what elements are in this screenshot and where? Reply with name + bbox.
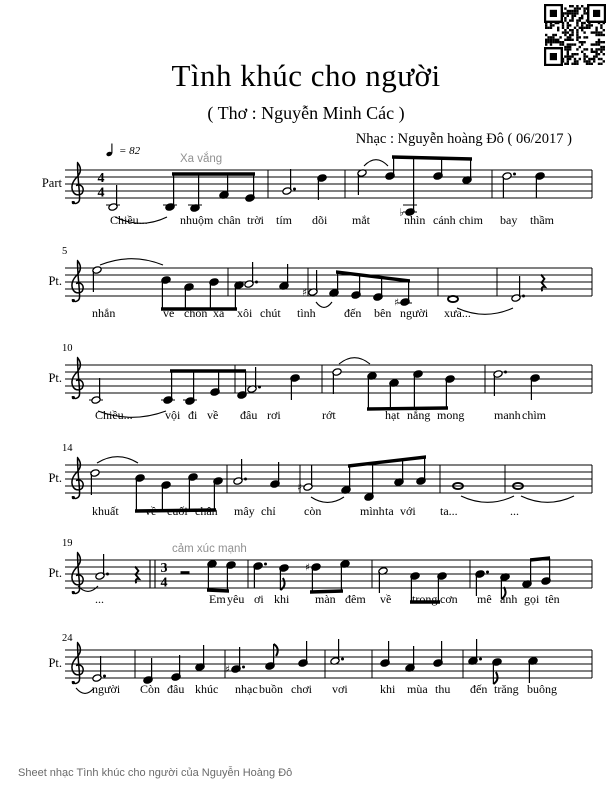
svg-text:♯: ♯ <box>225 664 230 676</box>
lyric-syllable: đâu <box>167 682 185 696</box>
lyric-syllable: Chiều... <box>110 213 148 227</box>
lyric-syllable: chơi <box>291 682 313 696</box>
part-label: Pt. <box>48 371 62 385</box>
lyric-syllable: chân <box>218 213 241 227</box>
svg-text:4: 4 <box>97 185 105 201</box>
composer-credit: Nhạc : Nguyễn hoàng Đô ( 06/2017 ) <box>355 131 572 147</box>
part-label: Pt. <box>48 274 62 288</box>
part-label: Pt. <box>48 566 62 580</box>
tempo-value: = 82 <box>119 145 141 157</box>
lyric-syllable: Còn <box>140 682 161 696</box>
lyric-syllable: cuối <box>167 504 188 518</box>
lyric-syllable: tím <box>276 213 293 227</box>
lyric-syllable: chân <box>195 504 218 518</box>
lyric-syllable: bay <box>500 213 518 227</box>
measure-number: 24 <box>62 633 73 644</box>
lyric-syllable: xa <box>213 306 225 320</box>
poet-credit: ( Thơ : Nguyễn Minh Các ) <box>207 103 405 123</box>
lyric-syllable: đâu <box>240 408 258 422</box>
lyric-syllable: khúc <box>195 682 219 696</box>
lyric-syllable: mình <box>360 504 385 518</box>
lyric-syllable: thu <box>435 682 451 696</box>
lyric-syllable: về <box>145 504 157 518</box>
lyric-syllable: khi <box>274 592 290 606</box>
svg-text:♯: ♯ <box>297 482 302 494</box>
lyric-syllable: anh <box>500 592 518 606</box>
lyric-syllable: xưa... <box>444 306 471 320</box>
measure-number: 14 <box>62 443 73 454</box>
lyric-syllable: ta <box>385 504 394 518</box>
svg-text:4: 4 <box>97 171 105 186</box>
lyric-syllable: nhìn <box>404 213 426 227</box>
lyric-syllable: vơi <box>332 682 348 696</box>
lyric-syllable: rơi <box>267 408 281 422</box>
lyric-syllable: ... <box>510 504 519 518</box>
lyric-syllable: rớt <box>322 408 336 422</box>
lyric-syllable: dõi <box>312 213 328 227</box>
lyric-syllable: chốn <box>184 306 208 320</box>
measure-number: 10 <box>62 343 73 354</box>
lyric-syllable: với <box>400 504 416 518</box>
lyric-syllable: manh <box>494 408 521 422</box>
lyric-syllable: mùa <box>407 682 428 696</box>
footer-caption: Sheet nhạc Tình khúc cho người của Nguyễn Hoàng Đô <box>18 767 293 779</box>
lyric-syllable: trong <box>412 592 438 606</box>
staff-system-5 <box>0 525 612 625</box>
lyric-syllable: ta... <box>440 504 458 518</box>
lyric-syllable: buồn <box>259 682 283 696</box>
staff-system-6 <box>0 615 612 715</box>
lyric-syllable: yêu <box>227 592 245 606</box>
lyric-syllable: Chiều... <box>95 408 133 422</box>
lyric-syllable: tên <box>545 592 560 606</box>
lyric-syllable: chìm <box>522 408 546 422</box>
lyric-syllable: hạt <box>385 408 400 422</box>
lyric-syllable: người <box>92 682 121 696</box>
lyric-syllable: đi <box>188 408 198 422</box>
svg-text:4: 4 <box>160 575 168 591</box>
part-label: Part <box>41 176 62 190</box>
lyric-syllable: nhạc <box>235 682 258 696</box>
expression-text: Xa vắng <box>180 153 223 165</box>
lyric-syllable: nắng <box>407 408 431 422</box>
lyric-syllable: đến <box>470 682 488 696</box>
qr-code-graphic <box>544 4 606 66</box>
svg-text:♯: ♯ <box>394 297 399 309</box>
lyric-syllable: người <box>400 306 429 320</box>
lyric-syllable: về <box>163 306 175 320</box>
svg-text:♯: ♯ <box>305 562 310 574</box>
lyric-syllable: chim <box>459 213 483 227</box>
lyric-syllable: gọi <box>524 592 540 606</box>
lyric-syllable: Em <box>209 592 226 606</box>
lyric-syllable: về <box>380 592 392 606</box>
lyric-syllable: cơn <box>440 592 458 606</box>
svg-text:♯: ♯ <box>302 287 307 299</box>
lyric-syllable: còn <box>304 504 322 518</box>
expression-text: cảm xúc mạnh <box>172 543 247 555</box>
svg-text:♭: ♭ <box>399 207 404 219</box>
lyric-syllable: chỉ <box>261 504 276 518</box>
lyric-syllable: mắt <box>352 213 370 227</box>
staff-system-1 <box>0 135 612 235</box>
lyric-syllable: nhuộm <box>180 213 214 227</box>
lyric-syllable: đến <box>344 306 362 320</box>
lyric-syllable: vội <box>165 408 181 422</box>
measure-number: 5 <box>62 246 68 257</box>
lyric-syllable: ơi <box>254 592 264 606</box>
song-title: Tình khúc cho người <box>171 58 441 93</box>
lyric-syllable: khi <box>380 682 396 696</box>
lyric-syllable: mong <box>437 408 465 422</box>
svg-text:3: 3 <box>160 561 168 576</box>
lyric-syllable: màn <box>315 592 336 606</box>
lyric-syllable: bên <box>374 306 392 320</box>
part-label: Pt. <box>48 471 62 485</box>
lyric-syllable: tình <box>297 306 316 320</box>
lyric-syllable: cánh <box>433 213 456 227</box>
qr-code <box>544 4 606 66</box>
lyric-syllable: trăng <box>494 682 519 696</box>
lyric-syllable: khuất <box>92 504 119 518</box>
lyric-syllable: đêm <box>345 592 366 606</box>
lyric-syllable: trời <box>247 213 265 227</box>
lyric-syllable: mây <box>234 504 255 518</box>
lyric-syllable: buông <box>527 682 557 696</box>
lyric-syllable: mê <box>477 592 492 606</box>
measure-number: 19 <box>62 538 73 549</box>
lyric-syllable: về <box>207 408 219 422</box>
lyric-syllable: ... <box>95 592 104 606</box>
lyric-syllable: thầm <box>530 213 554 227</box>
lyric-syllable: nhắn <box>92 306 116 320</box>
lyric-syllable: xôi <box>237 306 253 320</box>
part-label: Pt. <box>48 656 62 670</box>
lyric-syllable: chút <box>260 306 281 320</box>
